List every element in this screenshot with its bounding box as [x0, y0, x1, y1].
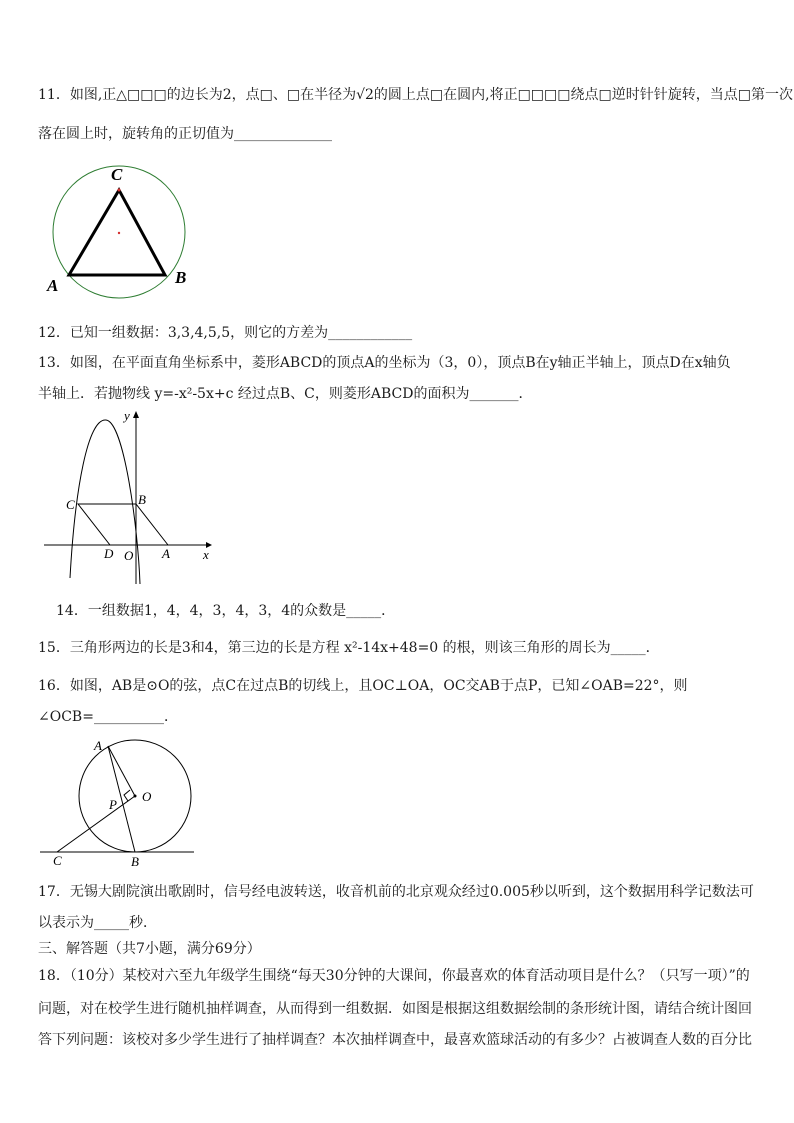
- q16-label-c: C: [53, 853, 62, 868]
- q16-center-dot: [134, 795, 137, 798]
- q11-center-dot: [118, 232, 120, 234]
- q18-line3: 答下列问题：该校对多少学生进行了抽样调查？本次抽样调查中，最喜欢篮球活动的有多少？占被调查人数的百分比: [38, 1032, 752, 1048]
- q11-line1: 11．如图,正△□□□的边长为2，点□、□在半径为√2的圆上点□在圆内,将正□□□□绕点□逆时针针旋转，当点□第一次: [38, 87, 793, 103]
- q16-label-p: P: [109, 797, 117, 812]
- q17-line2: 以表示为_____秒．: [38, 915, 157, 931]
- q13-rhombus: [78, 504, 168, 545]
- q13-y-arrow: [133, 411, 139, 418]
- q17-line1: 17．无锡大剧院演出歌剧时，信号经电波转送，收音机前的北京观众经过0.005秒以听到，这个数据用科学记数法可: [38, 884, 754, 900]
- q13-line2: 半轴上．若抛物线 y=-x²-5x+c 经过点B、C，则菱形ABCD的面积为_______．: [38, 386, 533, 402]
- q11-figure: [44, 160, 194, 300]
- q18-line2: 问题，对在校学生进行随机抽样调查，从而得到一组数据．如图是根据这组数据绘制的条形统计图，请结合统计图回: [38, 1001, 752, 1017]
- q11-label-a: A: [47, 276, 59, 295]
- q13-label-y: y: [124, 408, 130, 423]
- q16-right-angle-mark: [124, 790, 130, 801]
- q16-line2: ∠OCB=__________．: [38, 709, 178, 725]
- q11-triangle: [69, 190, 165, 275]
- q13-label-x: x: [203, 547, 209, 562]
- q11-label-c: C: [111, 165, 123, 184]
- q16-label-b: B: [131, 854, 139, 869]
- q11-point-c-dot: [118, 189, 121, 192]
- q16-label-o: O: [142, 789, 152, 804]
- q16-segment-ao: [108, 746, 135, 796]
- q12-line1: 12．已知一组数据：3,3,4,5,5，则它的方差为____________: [38, 325, 413, 341]
- q11-label-b: B: [175, 268, 187, 287]
- q13-label-o: O: [124, 548, 134, 563]
- q13-label-a: A: [162, 546, 170, 561]
- q16-segment-oc: [57, 796, 135, 852]
- q13-figure: [40, 408, 220, 588]
- q16-figure: [38, 735, 198, 870]
- q11-line2: 落在圆上时，旋转角的正切值为______________: [38, 126, 332, 142]
- q16-label-a: A: [94, 738, 102, 753]
- q13-line1: 13．如图，在平面直角坐标系中，菱形ABCD的顶点A的坐标为（3，0），顶点B在y轴正半轴上，顶点D在x轴负: [38, 355, 731, 371]
- q15-line1: 15．三角形两边的长是3和4，第三边的长是方程 x²-14x+48=0 的根，则该三角形的周长为_____．: [38, 640, 660, 656]
- q14-line1: 14．一组数据1，4，4，3，4，3，4的众数是_____．: [56, 603, 396, 619]
- q16-line1: 16．如图，AB是⊙O的弦，点C在过点B的切线上，且OC⊥OA，OC交AB于点P，已知∠OAB=22°，则: [38, 678, 688, 694]
- q18-line1: 18．（10分）某校对六至九年级学生围绕“每天30分钟的大课间，你最喜欢的体育活动项目是什么？（只写一项）”的: [38, 968, 750, 984]
- section3-title: 三、解答题（共7小题，满分69分）: [38, 941, 261, 957]
- q13-label-c: C: [66, 497, 75, 512]
- q13-label-d: D: [104, 546, 114, 561]
- q13-label-b: B: [138, 492, 146, 507]
